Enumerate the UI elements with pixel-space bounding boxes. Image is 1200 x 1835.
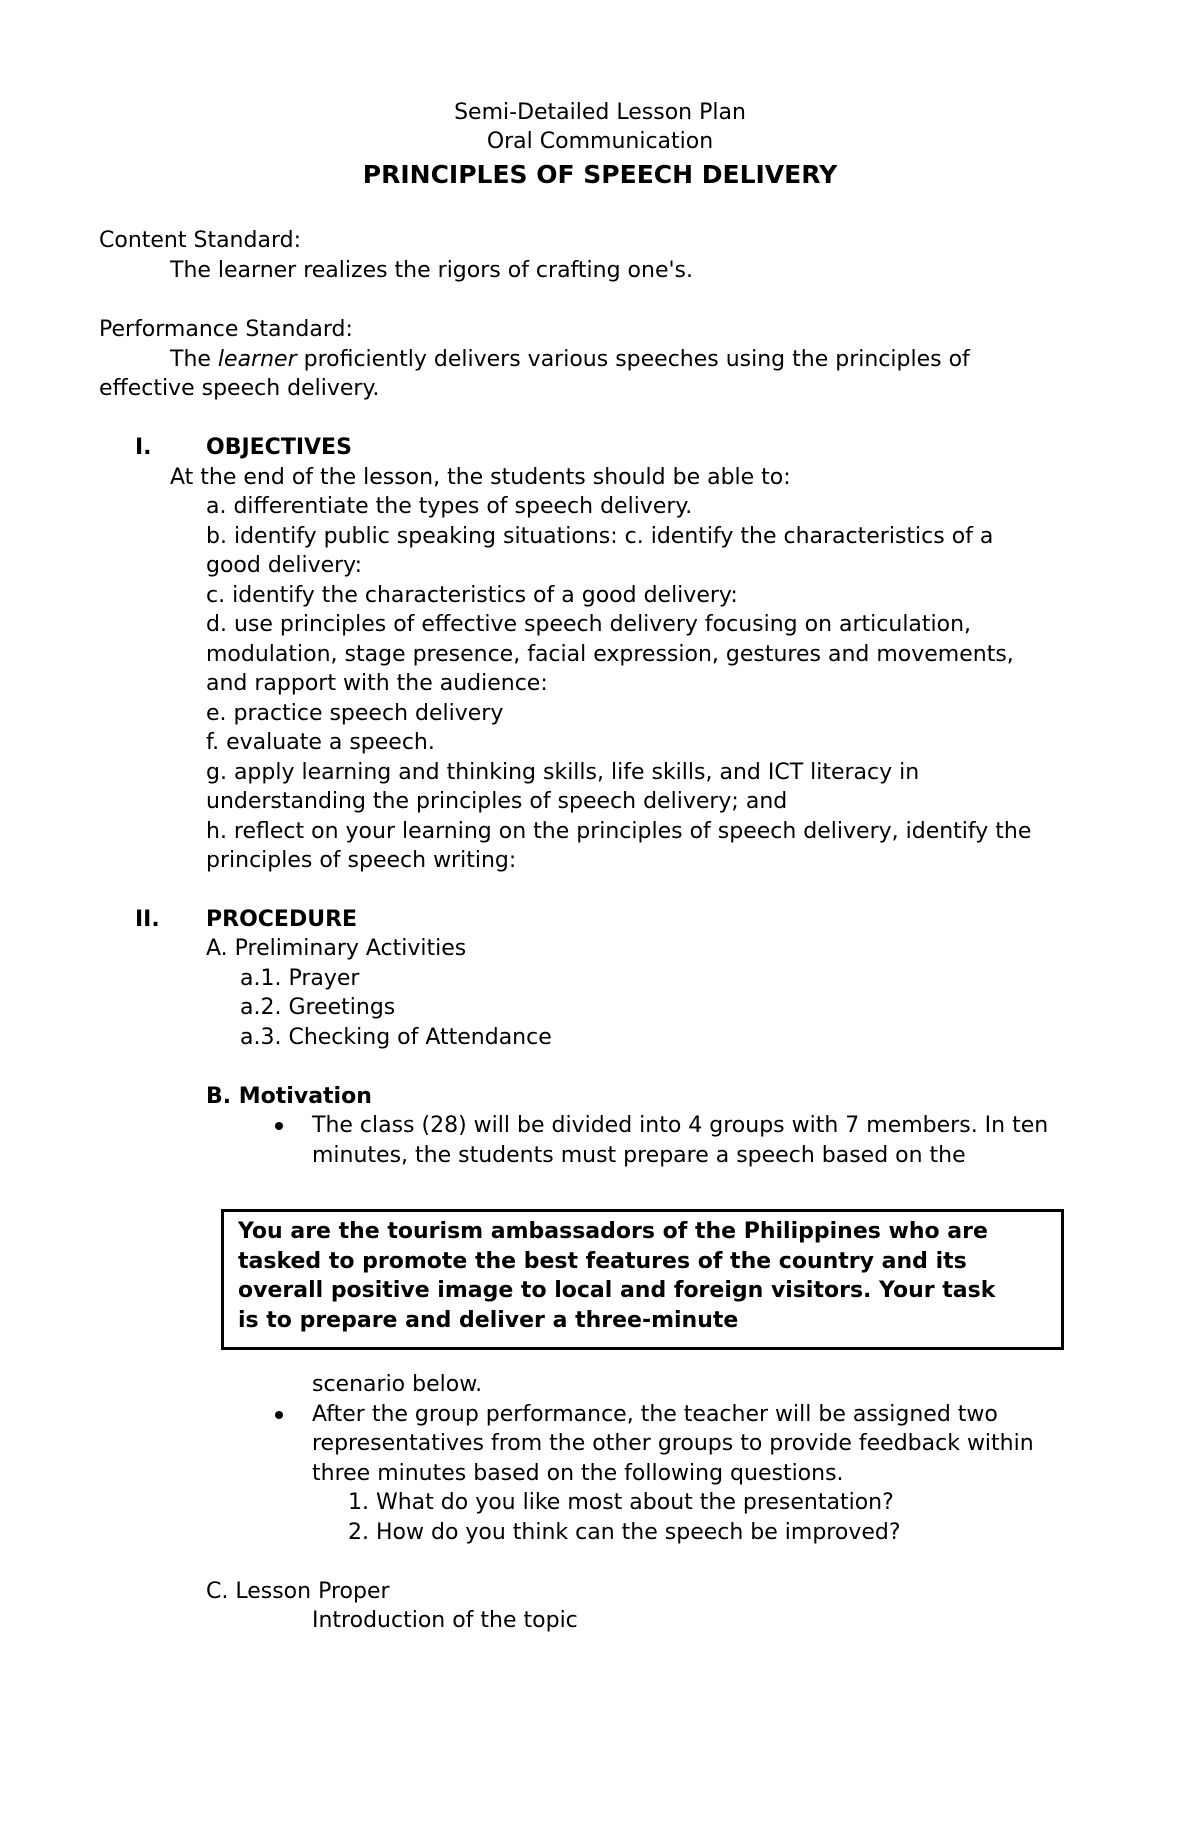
section-numeral-procedure: II.: [135, 907, 160, 932]
performance-standard-label: Performance Standard:: [99, 317, 353, 342]
subject-name: Oral Communication: [486, 129, 714, 154]
document-title: PRINCIPLES OF SPEECH DELIVERY: [362, 160, 838, 189]
objectives-intro: At the end of the lesson, the students should be able to:: [170, 465, 791, 490]
objective-line: d. use principles of effective speech delivery focusing on articulation,: [206, 612, 972, 637]
procedure-heading: PROCEDURE: [206, 907, 358, 932]
feedback-question: 1. What do you like most about the presentation?: [348, 1490, 894, 1515]
objective-line: c. identify the characteristics of a good delivery:: [206, 583, 738, 608]
objective-line: e. practice speech delivery: [206, 701, 504, 726]
objective-line: modulation, stage presence, facial expression, gestures and movements,: [206, 642, 1014, 667]
scenario-line: overall positive image to local and foreign visitors. Your task: [238, 1278, 996, 1303]
objectives-heading: OBJECTIVES: [206, 435, 352, 460]
preliminary-item: a.2. Greetings: [240, 995, 396, 1020]
document-subtitle: Semi-Detailed Lesson Plan: [454, 100, 746, 125]
content-standard-text: The learner realizes the rigors of crafting one's.: [170, 258, 693, 283]
objective-line: understanding the principles of speech delivery; and: [206, 789, 788, 814]
motivation-bullet-text: minutes, the students must prepare a speech based on the: [312, 1143, 966, 1168]
objective-line: h. reflect on your learning on the principles of speech delivery, identify the: [206, 819, 1032, 844]
motivation-bullet-text: The class (28) will be divided into 4 groups with 7 members. In ten: [312, 1113, 1049, 1138]
objective-line: good delivery:: [206, 553, 362, 578]
performance-standard-text: The learner proficiently delivers various speeches using the principles of: [170, 347, 970, 372]
performance-standard-text-cont: effective speech delivery.: [99, 376, 380, 401]
objective-line: g. apply learning and thinking skills, life skills, and ICT literacy in: [206, 760, 920, 785]
objective-line: principles of speech writing:: [206, 848, 517, 873]
emphasized-word: learner: [217, 347, 297, 372]
motivation-heading: B. Motivation: [206, 1084, 372, 1109]
feedback-question: 2. How do you think can the speech be improved?: [348, 1520, 901, 1545]
motivation-bullet-text: three minutes based on the following questions.: [312, 1461, 844, 1486]
preliminary-item: a.1. Prayer: [240, 966, 360, 991]
lesson-proper-text: Introduction of the topic: [312, 1608, 578, 1633]
objective-line: a. differentiate the types of speech delivery.: [206, 494, 693, 519]
content-standard-label: Content Standard:: [99, 228, 301, 253]
motivation-bullet-text: representatives from the other groups to provide feedback within: [312, 1431, 1034, 1456]
lesson-proper-label: C. Lesson Proper: [206, 1579, 390, 1604]
scenario-box: [221, 1209, 1064, 1350]
scenario-line: tasked to promote the best features of the country and its: [238, 1249, 967, 1274]
motivation-bullet-text: scenario below.: [312, 1372, 483, 1397]
section-numeral-objectives: I.: [135, 435, 152, 460]
scenario-line: You are the tourism ambassadors of the Philippines who are: [238, 1219, 988, 1244]
scenario-line: is to prepare and deliver a three-minute: [238, 1308, 739, 1333]
preliminary-activities-label: A. Preliminary Activities: [206, 936, 467, 961]
objective-line: and rapport with the audience:: [206, 671, 548, 696]
bullet-icon: [275, 1122, 283, 1130]
motivation-bullet-text: After the group performance, the teacher will be assigned two: [312, 1402, 998, 1427]
preliminary-item: a.3. Checking of Attendance: [240, 1025, 552, 1050]
objective-line: f. evaluate a speech.: [206, 730, 435, 755]
objective-line: b. identify public speaking situations: c. identify the characteristics of a: [206, 524, 994, 549]
bullet-icon: [275, 1411, 283, 1419]
